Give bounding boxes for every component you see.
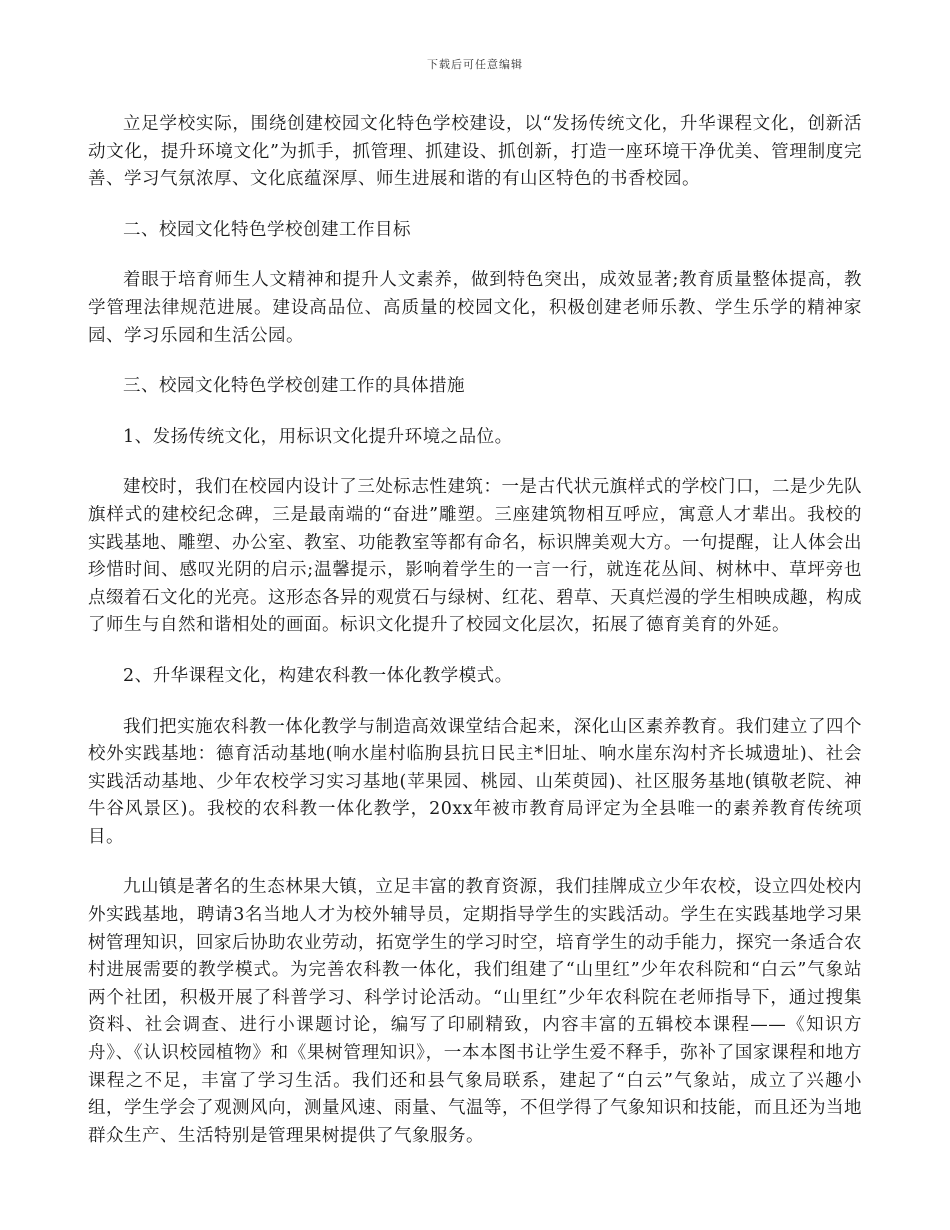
section-heading-goals: 二、校园文化特色学校创建工作目标: [123, 219, 411, 240]
paragraph-goals: 着眼于培育师生人文精神和提升人文素养，做到特色突出，成效显著;教育质量整体提高，教学管理法律规范进展。建设高品位、高质量的校园文化，积极创建老师乐教、学生乐学的精神家园、学习乐园和生活公园。: [88, 270, 862, 346]
subheading-curriculum: 2、升华课程文化，构建农科教一体化教学模式。: [123, 665, 513, 686]
page-header: 下载后可任意编辑: [427, 58, 523, 71]
document-body: [88, 111, 862, 1173]
subheading-tradition: 1、发扬传统文化，用标识文化提升环境之品位。: [123, 426, 513, 447]
paragraph-landmarks: 建校时，我们在校园内设计了三处标志性建筑：一是古代状元旗样式的学校门口，二是少先队旗样式的建校纪念碑，三是最南端的“奋进”雕塑。三座建筑物相互呼应，寓意人才辈出。我校的实践基地、雕塑、办公室、教室、功能教室等都有命名，标识牌美观大方。一句提醒，让人体会出珍惜时间、感叹光阴的启示;温馨提示，影响着学生的一言一行，就连花丛间、树林中、草坪旁也点缀着石文化的光亮。这形态各异的观赏石与绿树、红花、碧草、天真烂漫的学生相映成趣，构成了师生与自然和谐相处的画面。标识文化提升了校园文化层次，拓展了德育美育的外延。: [88, 477, 862, 636]
paragraph-jiushan: 九山镇是著名的生态林果大镇，立足丰富的教育资源，我们挂牌成立少年农校，设立四处校内外实践基地，聘请3名当地人才为校外辅导员，定期指导学生的实践活动。学生在实践基地学习果树管理知识，回家后协助农业劳动，拓宽学生的学习时空，培育学生的动手能力，探究一条适合农村进展需要的教学模式。为完善农科教一体化，我们组建了“山里红”少年农科院和“白云”气象站两个社团，积极开展了科普学习、科学讨论活动。“山里红”少年农科院在老师指导下，通过搜集资料、社会调查、进行小课题讨论，编写了印刷精致，内容丰富的五辑校本课程——《知识方舟》、《认识校园植物》和《果树管理知识》，一本本图书让学生爱不释手，弥补了国家课程和地方课程之不足，丰富了学习生活。我们还和县气象局联系，建起了“白云”气象站，成立了兴趣小组，学生学会了观测风向，测量风速、雨量、气温等，不但学得了气象知识和技能，而且还为当地群众生产、生活特别是管理果树提供了气象服务。: [88, 877, 862, 1146]
section-heading-measures: 三、校园文化特色学校创建工作的具体措施: [123, 376, 465, 397]
paragraph-practice-bases: 我们把实施农科教一体化教学与制造高效课堂结合起来，深化山区素养教育。我们建立了四个校外实践基地：德育活动基地(响水崖村临朐县抗日民主*旧址、响水崖东沟村齐长城遗址)、社会实践活动基地、少年农校学习实习基地(苹果园、桃园、山茱萸园)、社区服务基地(镇敬老院、神牛谷风景区)。我校的农科教一体化教学，20xx年被市教育局评定为全县唯一的素养教育传统项目。: [88, 716, 862, 847]
paragraph-intro: 立足学校实际，围绕创建校园文化特色学校建设，以“发扬传统文化，升华课程文化，创新活动文化，提升环境文化”为抓手，抓管理、抓建设、抓创新，打造一座环境干净优美、管理制度完善、学习气氛浓厚、文化底蕴深厚、师生进展和谐的有山区特色的书香校园。: [88, 114, 862, 190]
